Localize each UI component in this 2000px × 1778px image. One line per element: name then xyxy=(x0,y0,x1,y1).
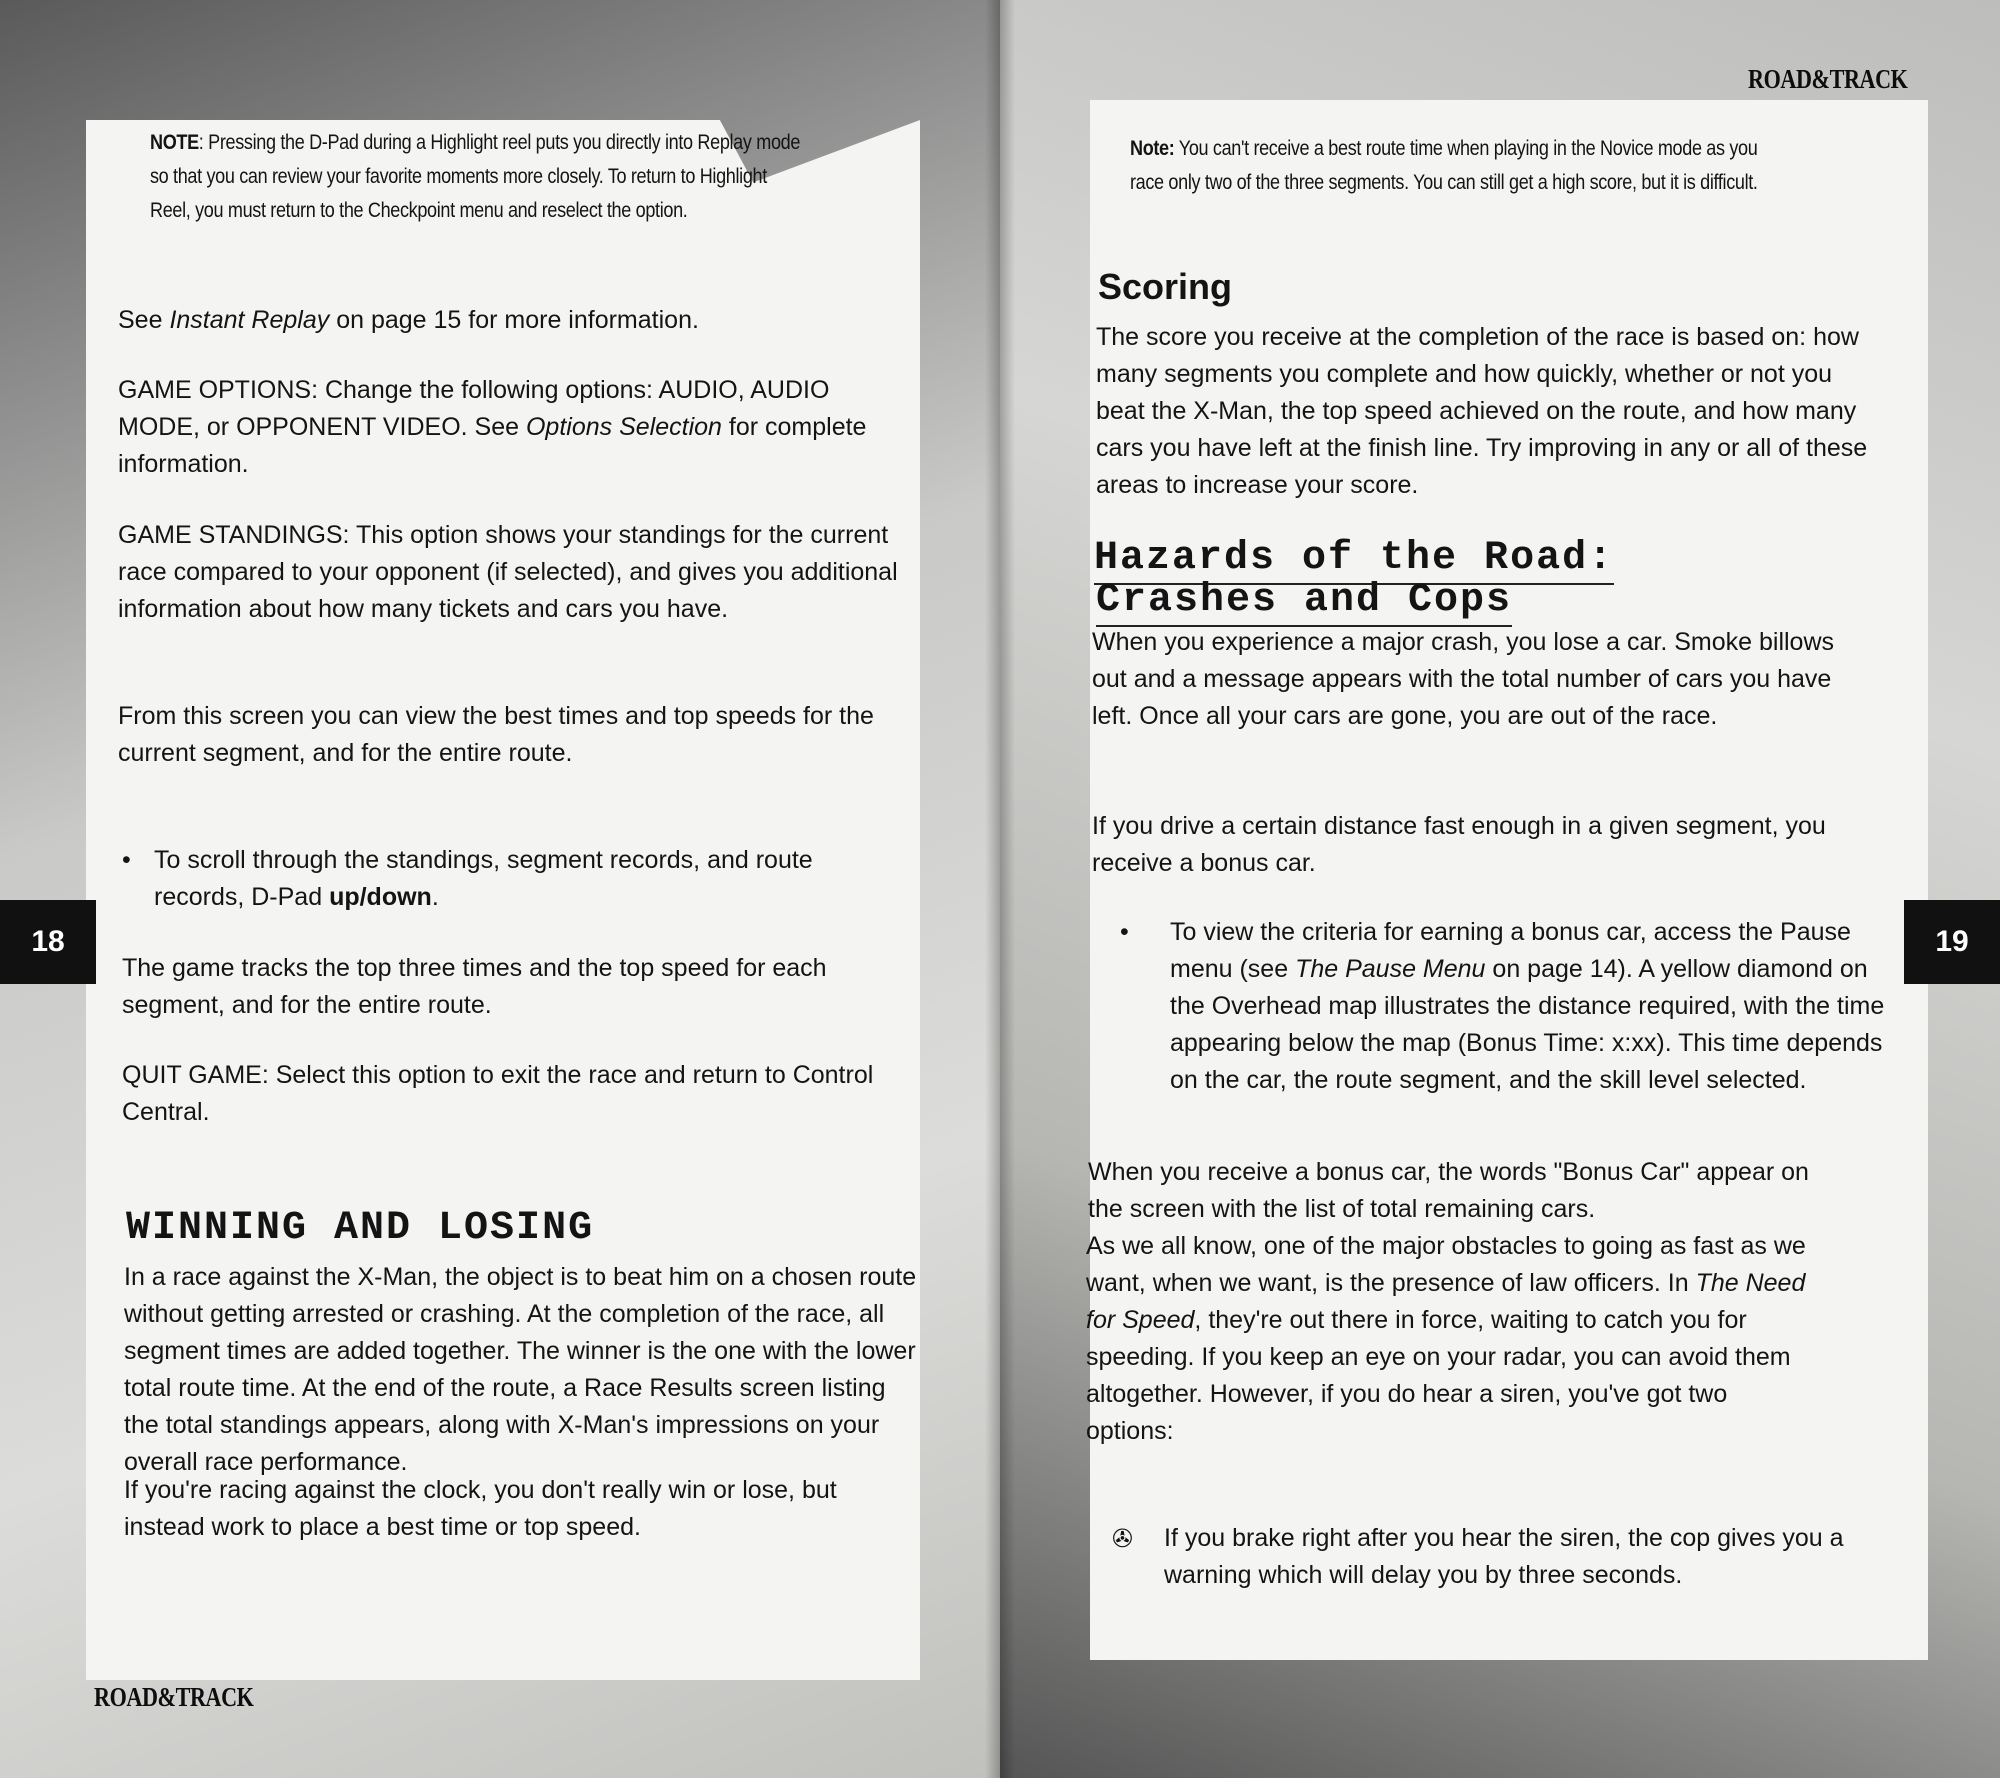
game-options-paragraph xyxy=(118,372,908,483)
see-instant-replay-paragraph xyxy=(118,302,918,339)
from-screen-paragraph: From this screen you can view the best times and top speeds for the current segment, and for the entire route. xyxy=(118,702,874,767)
see-suffix: on page 15 for more information. xyxy=(329,306,699,334)
hazards-heading-line-2: Crashes and Cops xyxy=(1096,578,1512,627)
left-note-text: : Pressing the D-Pad during a Highlight reel puts you directly into Replay mode so that you can review your favorite moments more closely. To return to Highlight Reel, you must return to the Checkpoint menu and reselect the option. xyxy=(150,131,801,222)
criteria-text-end: on page 14). A yellow diamond on the Overhead map illustrates the distance required, with the time appearing below the map (Bonus Time: x:xx). This time depends on the car, the route segment, and the skill level selected. xyxy=(1170,955,1885,1094)
scroll-bullet-item xyxy=(122,842,922,922)
left-note-paragraph xyxy=(150,126,804,228)
brake-bullet-item xyxy=(1112,1520,1892,1640)
winning-paragraph: In a race against the X-Man, the object is to beat him on a chosen route without getting arrested or crashing. At the completion of the race, all segment times are added together. The winner is the one with the lower total route time. At the end of the route, a Race Results screen listing the total standings appears, along with X-Man's impressions on your overall race performance. xyxy=(124,1263,917,1476)
crash-paragraph: When you experience a major crash, you lose a car. Smoke billows out and a message appears with the total number of cars you have left. Once all your cars are gone, you are out of the race. xyxy=(1092,628,1835,730)
quit-game-paragraph: QUIT GAME: Select this option to exit the race and return to Control Central. xyxy=(122,1061,874,1126)
criteria-text: To view the criteria for earning a bonus car, access the Pause menu (see xyxy=(1170,918,1851,983)
bonus-paragraph: If you drive a certain distance fast enough in a given segment, you receive a bonus car. xyxy=(1092,812,1826,877)
bonus-car-paragraph: When you receive a bonus car, the words "Bonus Car" appear on the screen with the list of total remaining cars. xyxy=(1088,1158,1809,1223)
winning-and-losing-heading: WINNING AND LOSING xyxy=(126,1206,595,1251)
road-and-track-logo-right: ROAD&TRACK xyxy=(1748,64,1908,94)
game-options-text-end: for complete information. xyxy=(118,413,867,478)
scoring-paragraph: The score you receive at the completion of the race is based on: how many segments you complete and how quickly, whether or not you beat the X-Man, the top speed achieved on the route, and how many cars you have left at the finish line. Try improving in any or all of these areas to increase your score. xyxy=(1096,323,1868,499)
right-note-text: You can't receive a best route time when playing in the Novice mode as you race only two of the three segments. You can still get a high score, but it is difficult. xyxy=(1130,137,1758,194)
clock-paragraph: If you're racing against the clock, you don't really win or lose, but instead work to place a best time or top speed. xyxy=(124,1476,837,1541)
road-and-track-logo-left: ROAD&TRACK xyxy=(94,1682,254,1712)
instant-replay-reference: Instant Replay xyxy=(169,306,330,334)
see-prefix: See xyxy=(118,306,170,334)
scroll-bullet-text xyxy=(154,842,874,916)
tracks-paragraph: The game tracks the top three times and the top speed for each segment, and for the entire route. xyxy=(122,954,827,1019)
need-for-speed-reference: The Need for Speed xyxy=(1086,1269,1806,1334)
bonus-criteria-bullet-item xyxy=(1120,914,1900,1134)
book-gutter xyxy=(985,0,1015,1778)
bonus-criteria-text xyxy=(1170,914,1900,1099)
obstacles-paragraph xyxy=(1086,1228,1816,1450)
scroll-text: To scroll through the standings, segment records, and route records, D-Pad xyxy=(154,846,813,911)
page-number-19: 19 xyxy=(1904,900,2000,984)
obstacles-text: As we all know, one of the major obstacles to going as fast as we want, when we want, is the presence of law officers. In xyxy=(1086,1232,1806,1297)
game-options-text: GAME OPTIONS: Change the following options: AUDIO, AUDIO MODE, or OPPONENT VIDEO. See xyxy=(118,376,830,441)
brake-text: If you brake right after you hear the siren, the cop gives you a warning which will delay you by three seconds. xyxy=(1164,1524,1844,1589)
scoring-heading: Scoring xyxy=(1098,266,1233,307)
right-note-paragraph xyxy=(1130,132,1792,200)
scroll-end: . xyxy=(431,883,439,911)
right-note-label: Note: xyxy=(1130,137,1175,160)
page-number-18: 18 xyxy=(0,900,96,984)
obstacles-text-end: , they're out there in force, waiting to catch you for speeding. If you keep an eye on your radar, you can avoid them altogether. However, if you do hear a siren, you've got two options: xyxy=(1086,1306,1791,1445)
hazards-heading-line-1: Hazards of the Road: xyxy=(1094,536,1614,585)
game-standings-paragraph: GAME STANDINGS: This option shows your standings for the current race compared to your opponent (if selected), and gives you additional information about how many tickets and cars you have. xyxy=(118,521,898,623)
scroll-bold: up/down xyxy=(329,883,432,911)
bullet-icon: • xyxy=(1120,918,1129,946)
options-selection-reference: Options Selection xyxy=(525,413,722,441)
bullet-icon: • xyxy=(122,846,131,874)
pause-menu-reference: The Pause Menu xyxy=(1295,955,1486,983)
steering-wheel-icon: ✇ xyxy=(1112,1524,1133,1553)
left-note-label: NOTE xyxy=(150,131,199,154)
